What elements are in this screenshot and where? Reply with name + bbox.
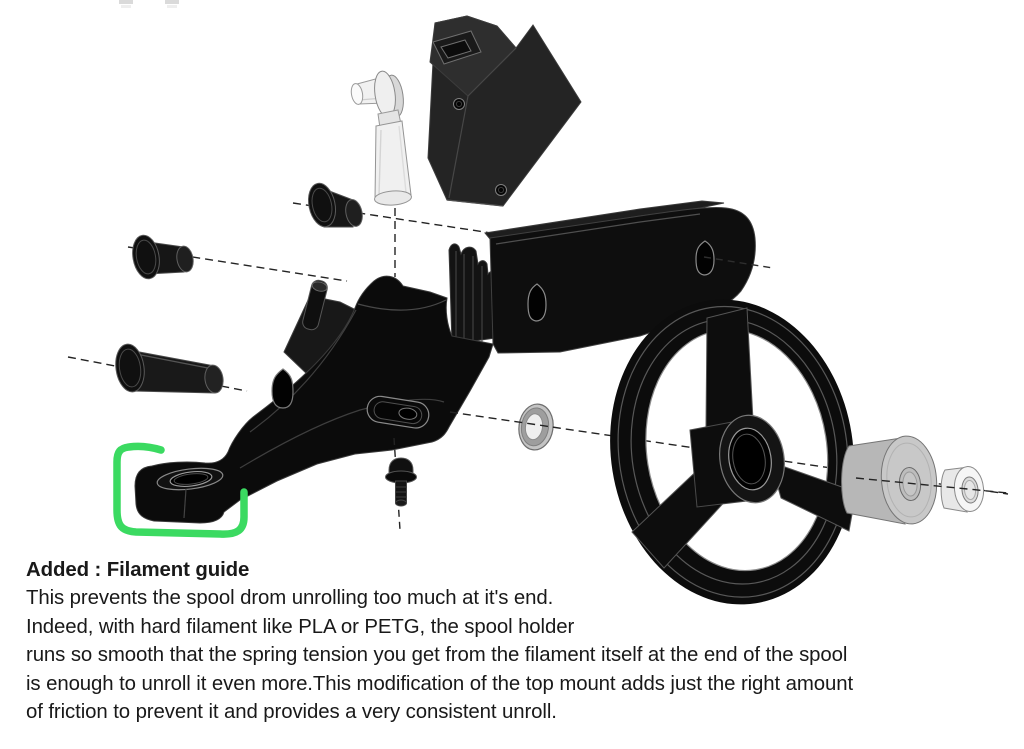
annotation-line: of friction to prevent it and provides a very consistent unroll.: [26, 701, 557, 724]
block-screw-hole: [454, 99, 465, 110]
annotation-line: This prevents the spool drom unrolling too much at it's end.: [26, 587, 554, 610]
rivet-screw-middle: [129, 233, 195, 281]
motor-mount-block: [428, 16, 581, 206]
guide-pin: [350, 70, 412, 206]
drum-bushing: [842, 434, 941, 526]
annotation-line: Indeed, with hard filament like PLA or PETG, the spool holder: [26, 615, 575, 638]
annotation-heading: Added : Filament guide: [26, 559, 250, 581]
button-head-screw: [386, 458, 417, 506]
annotation-line: runs so smooth that the spring tension you get from the filament itself at the end of the spool: [26, 644, 848, 667]
top-edge-artifact: [119, 0, 179, 8]
bracket-hinge-block: [449, 244, 496, 344]
bracket-teardrop-hole: [272, 369, 293, 408]
washer: [516, 402, 556, 452]
annotation-block: [26, 556, 1016, 726]
rivet-screw-upper: [305, 181, 365, 229]
shoulder-bolt-lower: [113, 342, 225, 394]
wheel-hub: [690, 411, 790, 508]
block-screw-hole: [496, 185, 507, 196]
annotation-line: is enough to unroll it even more.This modification of the top mount adds just the right amount: [26, 672, 854, 695]
